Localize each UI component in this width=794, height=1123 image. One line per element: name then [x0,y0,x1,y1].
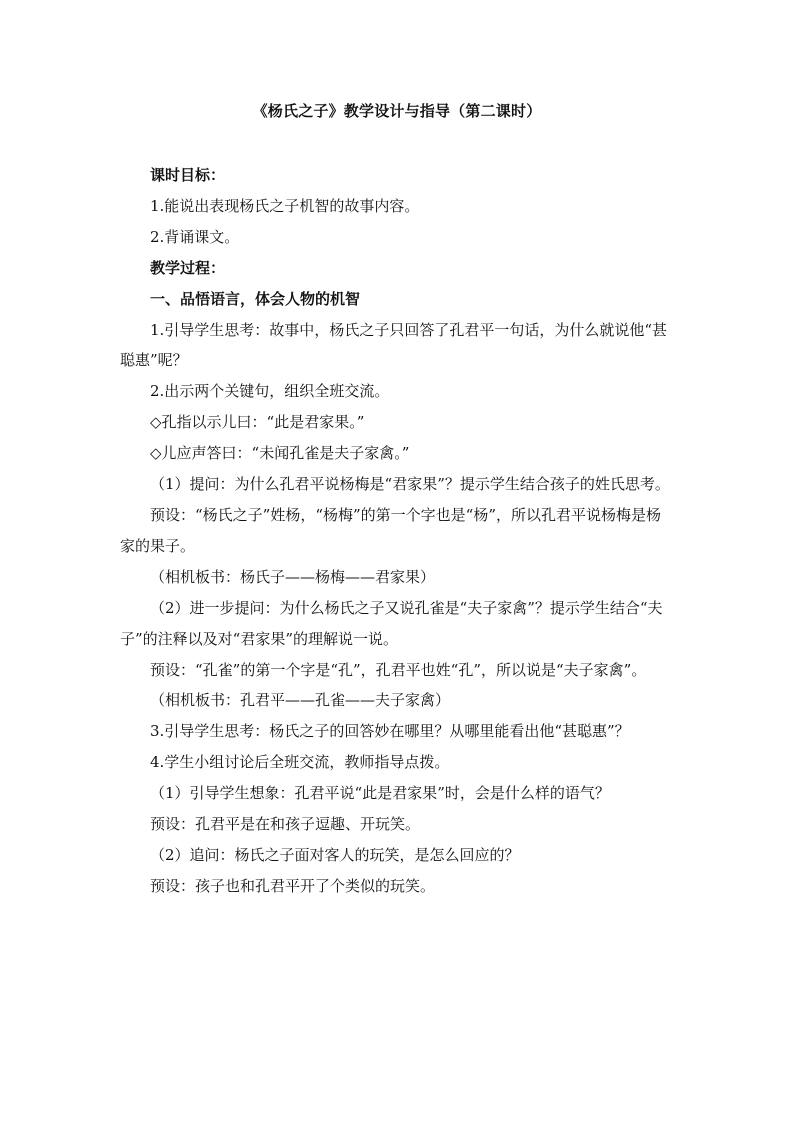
paragraph: 2.出示两个关键句，组织全班交流。 [150,382,390,401]
paragraph: （2）进一步提问：为什么杨氏之子又说孔雀是“夫子家禽”？提示学生结合“夫子”的注释以及对“君家果”的理解说一说。 [120,598,663,648]
paragraph: （2）追问：杨氏之子面对客人的玩笑，是怎么回应的？ [150,845,520,864]
paragraph: （1）引导学生想象：孔君平说“此是君家果”时，会是什么样的语气？ [150,784,610,803]
quote-line: ◇孔指以示儿曰：“此是君家果。” [150,413,365,432]
paragraph: 预设：“孔雀”的第一个字是“孔”，孔君平也姓“孔”，所以说是“夫子家禽”。 [150,660,647,679]
paragraph: 1.能说出表现杨氏之子机智的故事内容。 [150,196,420,215]
section-heading-part-one: 一、品悟语言，体会人物的机智 [150,289,361,308]
section-heading-process: 教学过程： [150,258,226,277]
paragraph: （1）提问：为什么孔君平说杨梅是“君家果”？提示学生结合孩子的姓氏思考。 [150,475,670,494]
paragraph: 3.引导学生思考：杨氏之子的回答妙在哪里？从哪里能看出他“甚聪惠”？ [150,722,630,741]
paragraph: 2.背诵课文。 [150,227,240,246]
paragraph: 预设：孩子也和孔君平开了个类似的玩笑。 [150,876,436,895]
board-note: （相机板书：杨氏子——杨梅——君家果） [150,567,436,586]
document-body [120,160,672,902]
paragraph: 预设：孔君平是在和孩子逗趣、开玩笑。 [150,815,421,834]
board-note: （相机板书：孔君平——孔雀——夫子家禽） [150,691,451,710]
paragraph: 4.学生小组讨论后全班交流，教师指导点拨。 [150,753,450,772]
paragraph: 1.引导学生思考：故事中，杨氏之子只回答了孔君平一句话，为什么就说他“甚聪惠”呢？ [120,320,667,370]
quote-line: ◇儿应声答曰：“未闻孔雀是夫子家禽。” [150,444,410,463]
section-heading-objectives: 课时目标： [150,166,226,184]
document-title: 《杨氏之子》教学设计与指导（第二课时） [252,102,542,120]
paragraph: 预设：“杨氏之子”姓杨，“杨梅”的第一个字也是“杨”，所以孔君平说杨梅是杨家的果子。 [120,505,662,555]
